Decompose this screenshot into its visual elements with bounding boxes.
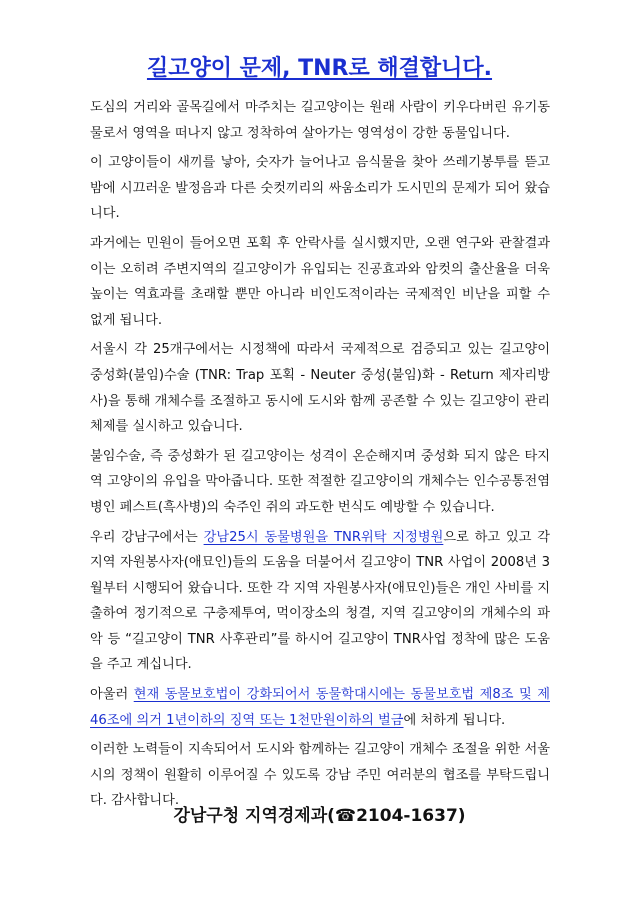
paragraph: [90, 95, 550, 146]
paragraph: [90, 150, 550, 227]
paragraph: [90, 525, 550, 679]
paragraph-text: 아울러: [90, 687, 134, 703]
highlighted-text: 현재 동물보호법이 강화되어서 동물학대시에는 동물보호법 제8조 및 제46조에 의거 1년이하의 징역 또는 1천만원이하의 벌금: [90, 687, 550, 728]
paragraph: [90, 682, 550, 733]
paragraph-text: 으로 하고 있고 각 지역 자원봉사자(애묘인)들의 도움을 더불어서 길고양이 TNR 사업이 2008년 3월부터 시행되어 왔습니다. 또한 각 지역 자원봉사자(애묘인)들은 개인 사비를 지출하여 정기적으로 구충제투여, 먹이장소의 청결, 지역 길고양이의 개체수의 파악 등 “길고양이 TNR 사후관리”를 하시어 길고양이 TNR사업 정착에 많은 도움을 주고 계십니다.: [90, 529, 551, 673]
paragraph-text: 이러한 노력들이 지속되어서 도시와 함께하는 길고양이 개체수 조절을 위한 서울시의 정책이 원활히 이루어질 수 있도록 강남 주민 여러분의 협조를 부탁드립니다. 감사합니다.: [90, 742, 550, 809]
document-title: [0, 54, 639, 84]
highlighted-text: 강남25시 동물병원을 TNR위탁 지정병원: [203, 529, 444, 545]
footer-contact: 강남구청 지역경제과(☎2104-1637): [173, 806, 466, 826]
paragraph-text: 불임수술, 즉 중성화가 된 길고양이는 성격이 온순해지며 중성화 되지 않은 타지역 고양이의 유입을 막아줍니다. 또한 적절한 길고양이의 개체수는 인수공통전염병인 페스트(흑사병)의 숙주인 쥐의 과도한 번식도 예방할 수 있습니다.: [90, 448, 550, 515]
paragraph: [90, 337, 550, 439]
paragraph-text: 서울시 각 25개구에서는 시정책에 따라서 국제적으로 검증되고 있는 길고양이 중성화(불임)수술 (TNR: Trap 포획 - Neuter 중성(불임)화 - Return 제자리방사)을 통해 개체수를 조절하고 동시에 도시와 함께 공존할 수 있는 길고양이 관리체제를 실시하고 있습니다.: [90, 342, 550, 435]
title-text: 길고양이 문제, TNR로 해결합니다.: [146, 56, 493, 81]
paragraph-text: 우리 강남구에서는: [90, 529, 204, 545]
document-body: [90, 95, 550, 818]
paragraph-text: 도심의 거리와 골목길에서 마주치는 길고양이는 원래 사람이 키우다버린 유기동물로서 영역을 떠나지 않고 정착하여 살아가는 영역성이 강한 동물입니다.: [90, 100, 550, 141]
paragraph-text: 과거에는 민원이 들어오면 포획 후 안락사를 실시했지만, 오랜 연구와 관찰결과 이는 오히려 주변지역의 길고양이가 유입되는 진공효과와 암컷의 출산율을 더욱 높이는 역효과를 초래할 뿐만 아니라 비인도적이라는 국제적인 비난을 피할 수 없게 됩니다.: [90, 235, 550, 328]
paragraph-text: 이 고양이들이 새끼를 낳아, 숫자가 늘어나고 음식물을 찾아 쓰레기봉투를 뜯고 밤에 시끄러운 발정음과 다른 숫컷끼리의 싸움소리가 도시민의 문제가 되어 왔습니다.: [90, 155, 550, 222]
paragraph-text: 에 처하게 됩니다.: [403, 712, 506, 728]
paragraph: [90, 231, 550, 333]
paragraph: [90, 444, 550, 521]
